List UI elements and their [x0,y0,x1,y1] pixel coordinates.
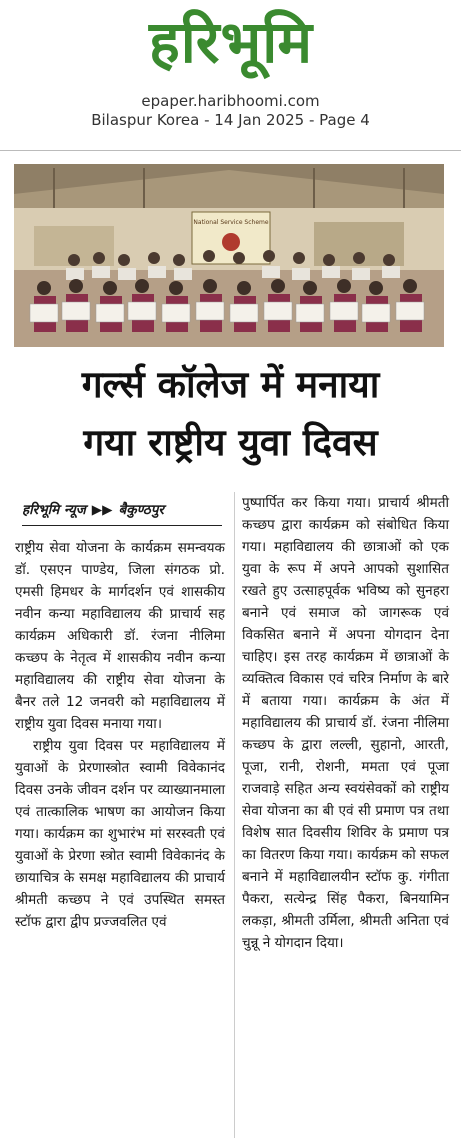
byline-arrow-icon: ▶▶ [91,502,113,518]
column-divider [234,492,235,1138]
group-photo-image [14,164,444,347]
newspaper-logo: हरिभूमि [148,8,314,76]
epaper-url[interactable]: epaper.haribhoomi.com [141,92,320,110]
article-headline [10,356,451,472]
edition-info: Bilaspur Korea - 14 Jan 2025 - Page 4 [91,111,370,129]
paragraph: राष्ट्रीय सेवा योजना के कार्यक्रम समन्वयक डॉ. एसएन पाण्डेय, जिला संगठक प्रो. एमसी हिमधर के मार्गदर्शन एवं शासकीय नवीन कन्या महाविद्यालय की प्राचार्य सह कार्यक्रम अधिकारी डॉ. रंजना नीलिमा कच्छप के नेतृत्व में शासकीय नवीन कन्या महाविद्यालय की राष्ट्रीय सेवा योजना के बैनर तले 12 जनवरी को महाविद्यालय में राष्ट्रीय युवा दिवस मनाया गया। [15,540,225,732]
article-column-1 [15,537,225,933]
paragraph: राष्ट्रीय युवा दिवस पर महाविद्यालय में युवाओं के प्रेरणास्त्रोत स्वामी विवेकानंद दिवस उनके जीवन दर्शन पर व्याख्यानमाला एवं तात्कालिक भाषण का आयोजन किया गया। कार्यक्रम का शुभारंभ मां सरस्वती एवं युवाओं के प्रेरणा स्त्रोत स्वामी विवेकानंद के छायाचित्र के समक्ष महाविद्यालय की प्राचार्य श्रीमती कच्छप ने एवं उपस्थित समस्त स्टॉफ द्वारा द्वीप प्रज्जवलित एवं [15,738,225,930]
banner-text: National Service Scheme [193,219,269,226]
paragraph: पुष्पार्पित कर किया गया। प्राचार्य श्रीमती कच्छप द्वारा कार्यक्रम को संबोधित किया गया। महाविद्यालय की छात्राओं को एक युवा के रूप में अपने आपको सुशासित रखते हुए उत्साहपूर्वक भविष्य को सुनहरा बनाने एवं समाज को जागरूक एवं विकसित बनाने में अपना योगदान देना चाहिए। इस तरह कार्यक्रम में छात्राओं के व्यक्तित्व विकास एवं चरित्र निर्माण के बारे में बताया गया। कार्यक्रम के अंत में महाविद्यालय की प्राचार्य डॉ. रंजना नीलिमा कच्छप के द्वारा लल्ली, सुहानो, आरती, पूजा, रानी, रोशनी, ममता एवं पूजा राजवाड़े सहित अन्य स्वयंसेवकों को राष्ट्रीय सेवा योजना का बी एवं सी प्रमाण पत्र तथा विशेष सात दिवसीय शिविर के प्रमाण पत्र का वितरण किया गया। कार्यक्रम को सफल बनाने में महाविद्यालयीन स्टॉफ कु. गंगीता पैकरा, सत्येन्द्र सिंह पैकरा, बिनयामिन लकड़ा, श्रीमती उर्मिला, श्रीमती अनिता एवं चुन्नू ने योगदान दिया। [242,495,449,951]
byline-place: बैकुण्ठपुर [118,502,164,518]
masthead [0,0,461,140]
byline [22,496,222,526]
headline-line-1: गर्ल्स कॉलेज में मनाया [81,363,380,406]
article-column-2 [242,492,449,954]
headline-line-2: गया राष्ट्रीय युवा दिवस [83,421,378,464]
byline-source: हरिभूमि न्यूज [22,502,86,518]
article-photo [14,164,444,347]
